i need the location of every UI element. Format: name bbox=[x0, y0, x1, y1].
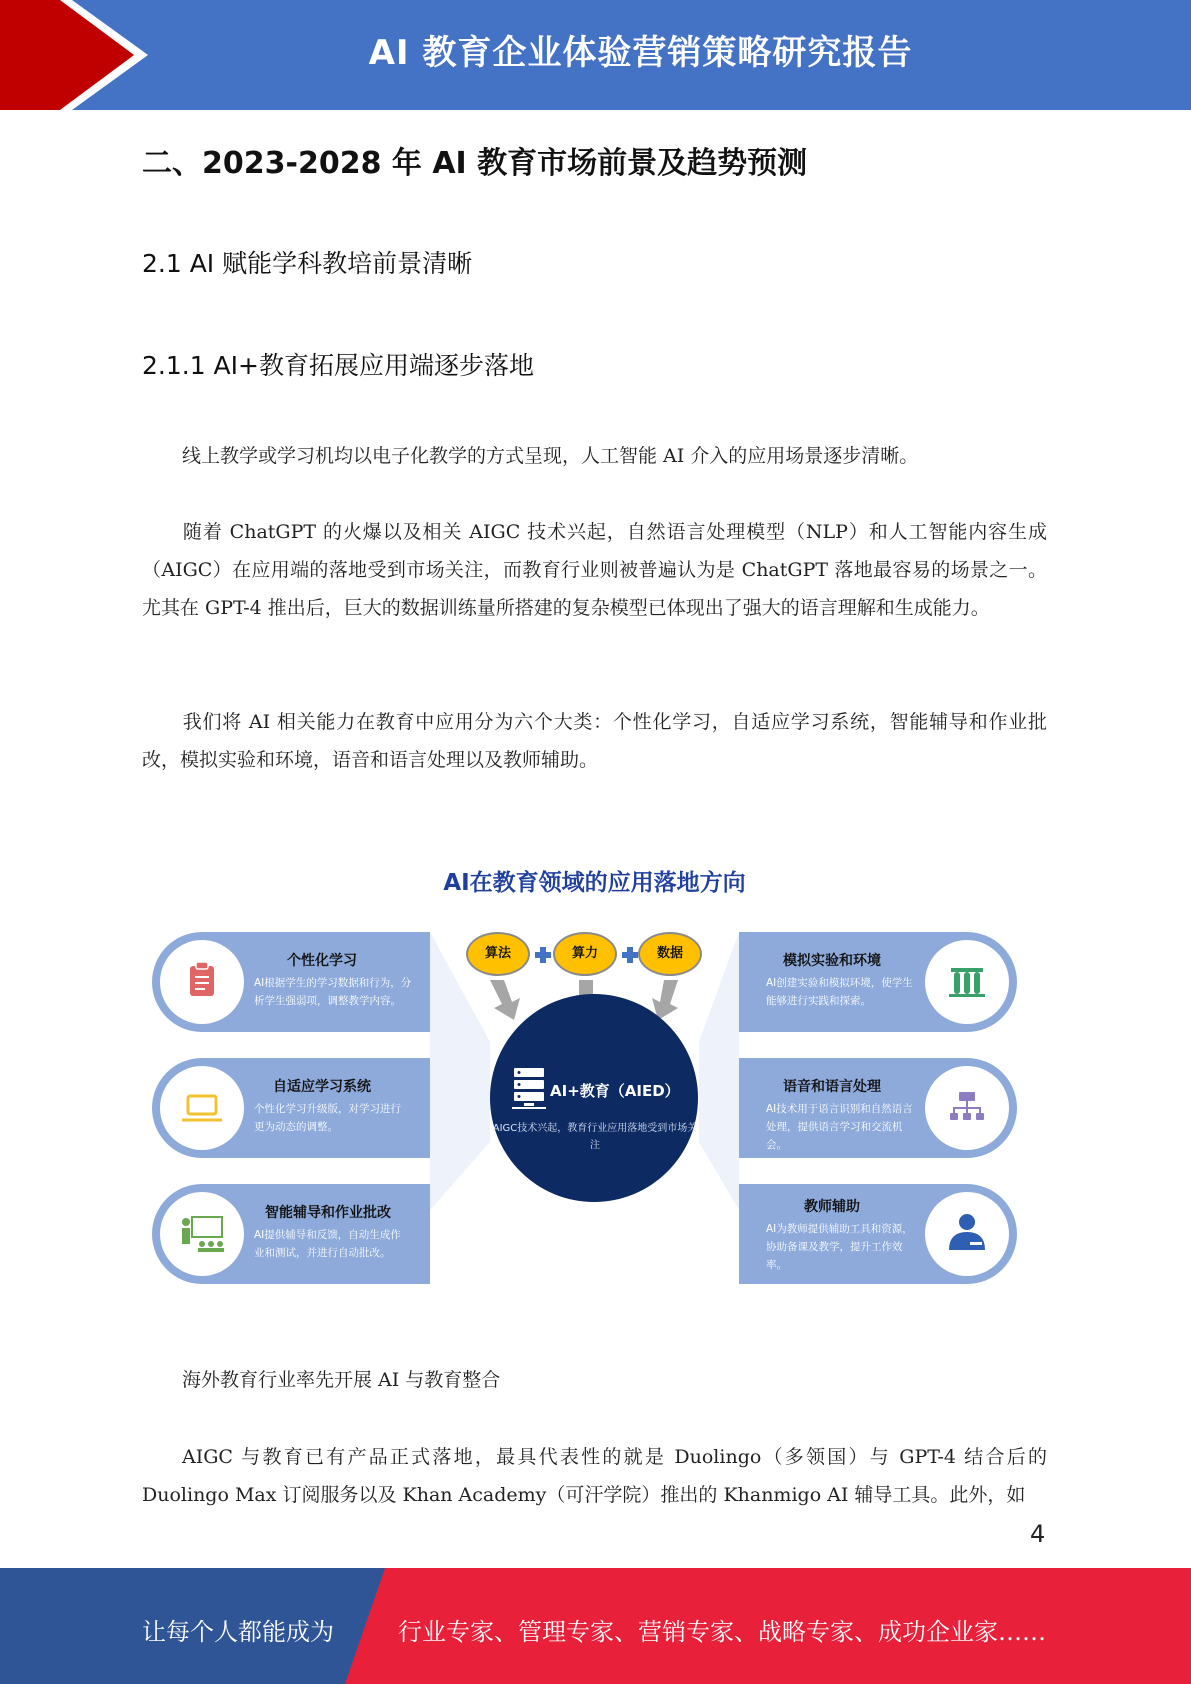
card-desc-adaptive: 个性化学习升级版，对学习进行更为动态的调整。 bbox=[254, 1103, 401, 1133]
paragraph-2-text: 随着 ChatGPT 的火爆以及相关 AIGC 技术兴起，自然语言处理模型（NLP）和人工智能内容生成（AIGC）在应用端的落地受到市场关注，而教育行业则被普遍认为是 ChatGPT 落地最容易的场景之一。尤其在 GPT-4 推出后，巨大的数据训练量所搭建的复杂模型已体现出了强大的语言理解和生成能力。 bbox=[142, 521, 1047, 619]
card-title-tutoring: 智能辅导和作业批改 bbox=[265, 1205, 391, 1221]
card-title-speech: 语音和语言处理 bbox=[783, 1079, 881, 1095]
pill-data: 数据 bbox=[638, 932, 702, 976]
paragraph-5 bbox=[142, 1438, 1047, 1514]
card-title-simulation: 模拟实验和环境 bbox=[783, 953, 881, 969]
application-diagram bbox=[142, 862, 1047, 1302]
center-desc: AIGC技术兴起，教育行业应用落地受到市场关注 bbox=[492, 1123, 698, 1151]
page-header bbox=[0, 0, 1191, 110]
card-desc-teacher: AI为教师提供辅助工具和资源，协助备课及教学，提升工作效率。 bbox=[766, 1223, 913, 1271]
pill-algorithm: 算法 bbox=[466, 932, 530, 976]
center-title: AI+教育（AIED） bbox=[550, 1082, 680, 1100]
fan-left bbox=[430, 932, 490, 1210]
paragraph-4-text: 海外教育行业率先开展 AI 与教育整合 bbox=[182, 1369, 501, 1391]
subsubsection-heading: 2.1.1 AI+教育拓展应用端逐步落地 bbox=[142, 351, 534, 380]
card-title-teacher: 教师辅助 bbox=[804, 1199, 860, 1215]
clipboard-icon bbox=[190, 962, 214, 996]
diagram-title: AI在教育领域的应用落地方向 bbox=[443, 870, 746, 896]
fan-right bbox=[699, 932, 739, 1210]
card-desc-simulation: AI创建实验和模拟环境，使学生能够进行实践和探索。 bbox=[766, 977, 913, 1007]
card-title-personalized: 个性化学习 bbox=[287, 953, 357, 969]
subsection-heading: 2.1 AI 赋能学科教培前景清晰 bbox=[142, 249, 473, 278]
pill-compute: 算力 bbox=[553, 932, 617, 976]
card-desc-tutoring: AI提供辅导和反馈，自动生成作业和测试，并进行自动批改。 bbox=[254, 1229, 401, 1259]
card-title-adaptive: 自适应学习系统 bbox=[273, 1079, 371, 1095]
card-desc-speech: AI技术用于语言识别和自然语言处理，提供语言学习和交流机会。 bbox=[766, 1103, 913, 1151]
footer-slogan-left: 让每个人都能成为 bbox=[142, 1618, 334, 1646]
page-number: 4 bbox=[1030, 1520, 1046, 1548]
paragraph-2 bbox=[142, 513, 1047, 627]
section-heading: 二、2023-2028 年 AI 教育市场前景及趋势预测 bbox=[142, 146, 808, 181]
paragraph-3 bbox=[142, 703, 1047, 779]
card-desc-personalized: AI根据学生的学习数据和行为，分析学生强弱项，调整教学内容。 bbox=[254, 977, 412, 1007]
paragraph-4 bbox=[142, 1361, 1047, 1399]
paragraph-1-text: 线上教学或学习机均以电子化教学的方式呈现，人工智能 AI 介入的应用场景逐步清晰。 bbox=[182, 445, 919, 467]
paragraph-5-text: AIGC 与教育已有产品正式落地，最具代表性的就是 Duolingo（多领国）与 GPT-4 结合后的 Duolingo Max 订阅服务以及 Khan Academy（可汗学院）推出的 Khanmigo AI 辅导工具。此外，如 bbox=[142, 1446, 1047, 1506]
header-title: AI 教育企业体验营销策略研究报告 bbox=[368, 33, 913, 73]
footer-slogan-right: 行业专家、管理专家、营销专家、战略专家、成功企业家…… bbox=[398, 1618, 1046, 1646]
paragraph-3-text: 我们将 AI 相关能力在教育中应用分为六个大类：个性化学习，自适应学习系统，智能辅导和作业批改，模拟实验和环境，语音和语言处理以及教师辅助。 bbox=[142, 711, 1047, 771]
paragraph-1 bbox=[142, 437, 1047, 475]
